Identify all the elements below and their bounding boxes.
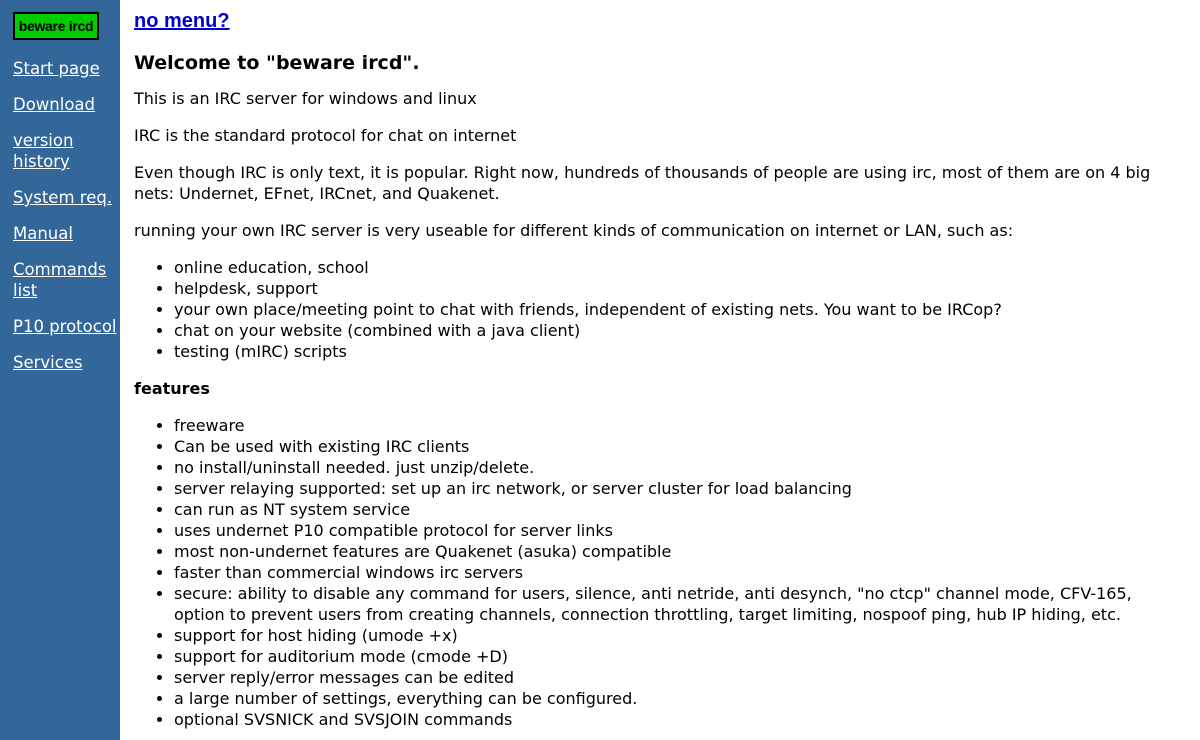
list-item: • freeware [174, 415, 1184, 436]
list-item: • chat on your website (combined with a java client) [174, 320, 1184, 341]
sidebar-item-p10-protocol[interactable]: P10 protocol [13, 317, 117, 336]
uses-list [134, 257, 1184, 362]
logo-text: beware ircd [18, 18, 94, 34]
list-item: • Can be used with existing IRC clients [174, 436, 1184, 457]
list-item: • secure: ability to disable any command for users, silence, anti netride, anti desynch, "no ctcp" channel mode, CFV-165, option to prevent users from creating channels, connection throttling, target limiting, nospoof ping, hub IP hiding, etc. [174, 583, 1184, 625]
list-item: • most non-undernet features are Quakenet (asuka) compatible [174, 541, 1184, 562]
logo[interactable] [13, 12, 99, 40]
list-item: • helpdesk, support [174, 278, 1184, 299]
list-item: • no install/uninstall needed. just unzip/delete. [174, 457, 1184, 478]
list-item: • online education, school [174, 257, 1184, 278]
features-heading: features [134, 379, 210, 398]
sidebar-item-start-page[interactable]: Start page [13, 59, 100, 78]
sidebar-item-version-history[interactable]: version history [13, 131, 74, 171]
sidebar-item-commands-list[interactable]: Commands list [13, 260, 107, 300]
intro-paragraph: running your own IRC server is very useable for different kinds of communication on internet or LAN, such as: [134, 221, 1014, 240]
list-item: • your own place/meeting point to chat with friends, independent of existing nets. You want to be IRCop? [174, 299, 1184, 320]
list-item: • testing (mIRC) scripts [174, 341, 1184, 362]
intro-paragraph: IRC is the standard protocol for chat on internet [134, 126, 517, 145]
list-item: • a large number of settings, everything can be configured. [174, 688, 1184, 709]
list-item: • optional SVSNICK and SVSJOIN commands [174, 709, 1184, 730]
sidebar-item-download[interactable]: Download [13, 95, 96, 114]
list-item: • can run as NT system service [174, 499, 1184, 520]
list-item: • server reply/error messages can be edited [174, 667, 1184, 688]
list-item: • uses undernet P10 compatible protocol for server links [174, 520, 1184, 541]
sidebar-item-system-req[interactable]: System req. [13, 188, 113, 207]
sidebar [0, 0, 120, 740]
list-item: • support for auditorium mode (cmode +D) [174, 646, 1184, 667]
page-title: Welcome to "beware ircd". [134, 52, 420, 74]
sidebar-item-manual[interactable]: Manual [13, 224, 73, 243]
intro-paragraph: This is an IRC server for windows and linux [134, 89, 477, 108]
main-content [134, 8, 1184, 740]
sidebar-nav [13, 58, 117, 388]
features-list [134, 415, 1184, 730]
intro-paragraph: Even though IRC is only text, it is popular. Right now, hundreds of thousands of people are using irc, most of them are on 4 big nets: Undernet, EFnet, IRCnet, and Quakenet. [134, 163, 1151, 203]
no-menu-link[interactable]: no menu? [134, 10, 230, 32]
list-item: • support for host hiding (umode +x) [174, 625, 1184, 646]
list-item: • server relaying supported: set up an irc network, or server cluster for load balancing [174, 478, 1184, 499]
sidebar-item-services[interactable]: Services [13, 353, 83, 372]
list-item: • faster than commercial windows irc servers [174, 562, 1184, 583]
